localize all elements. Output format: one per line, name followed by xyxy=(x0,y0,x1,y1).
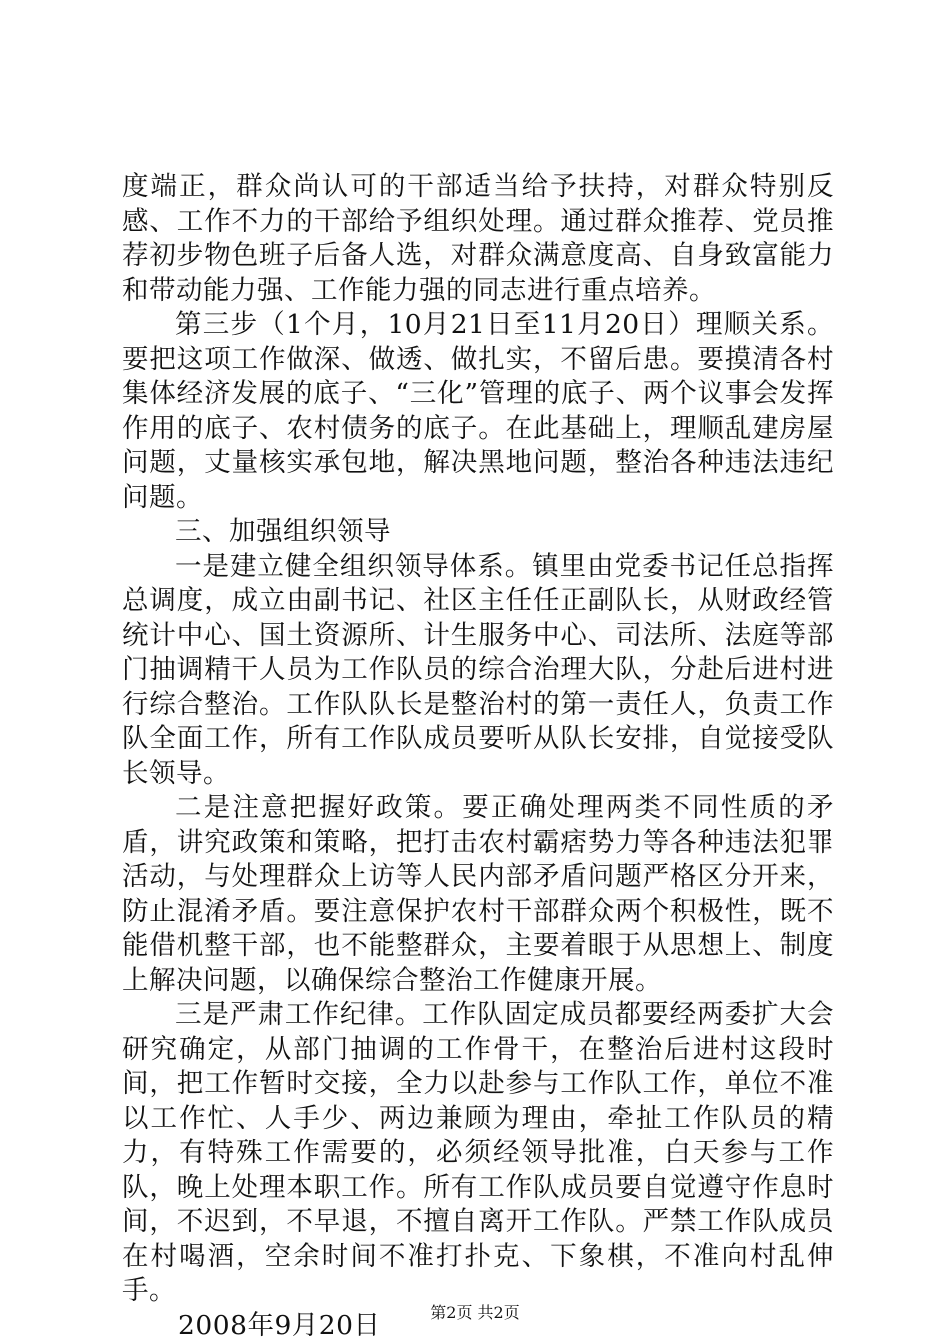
paragraph-continuation: 度端正，群众尚认可的干部适当给予扶持，对群众特别反感、工作不力的干部给予组织处理。通过群众推荐、党员推荐初步物色班子后备人选，对群众满意度高、自身致富能力和带动能力强、工作能力强的同志进行重点培养。 xyxy=(122,171,834,306)
paragraph-point-three: 三是严肃工作纪律。工作队固定成员都要经两委扩大会研究确定，从部门抽调的工作骨干，在整治后进村这段时间，把工作暂时交接，全力以赴参与工作队工作，单位不准以工作忙、人手少、两边兼顾为理由，牵扯工作队员的精力，有特殊工作需要的，必须经领导批准，白天参与工作队，晚上处理本职工作。所有工作队成员要自觉遵守作息时间，不迟到，不早退，不擅自离开工作队。严禁工作队成员在村喝酒，空余时间不准打扑克、下象棋，不准向村乱伸手。 xyxy=(122,999,834,1306)
paragraph-point-two: 二是注意把握好政策。要正确处理两类不同性质的矛盾，讲究政策和策略，把打击农村霸痞势力等各种违法犯罪活动，与处理群众上访等人民内部矛盾问题严格区分开来，防止混淆矛盾。要注意保护农村干部群众两个积极性，既不能借机整干部，也不能整群众，主要着眼于从思想上、制度上解决问题，以确保综合整治工作健康开展。 xyxy=(122,792,834,996)
document-body xyxy=(122,170,834,1343)
section-heading: 三、加强组织领导 xyxy=(175,516,391,547)
paragraph-step-three: 第三步（1个月，10月21日至11月20日）理顺关系。要把这项工作做深、做透、做扎实，不留后患。要摸清各村集体经济发展的底子、“三化”管理的底子、两个议事会发挥作用的底子、农村债务的底子。在此基础上，理顺乱建房屋问题，丈量核实承包地，解决黑地问题，整治各种违法违纪问题。 xyxy=(122,309,834,513)
document-date: 2008年9月20日 xyxy=(178,1309,381,1341)
page-footer: 第2页 共2页 xyxy=(430,1303,520,1322)
paragraph-point-one: 一是建立健全组织领导体系。镇里由党委书记任总指挥总调度，成立由副书记、社区主任任正副队长，从财政经管统计中心、国土资源所、计生服务中心、司法所、法庭等部门抽调精干人员为工作队员的综合治理大队，分赴后进村进行综合整治。工作队队长是整治村的第一责任人，负责工作队全面工作，所有工作队成员要听从队长安排，自觉接受队长领导。 xyxy=(122,550,834,789)
